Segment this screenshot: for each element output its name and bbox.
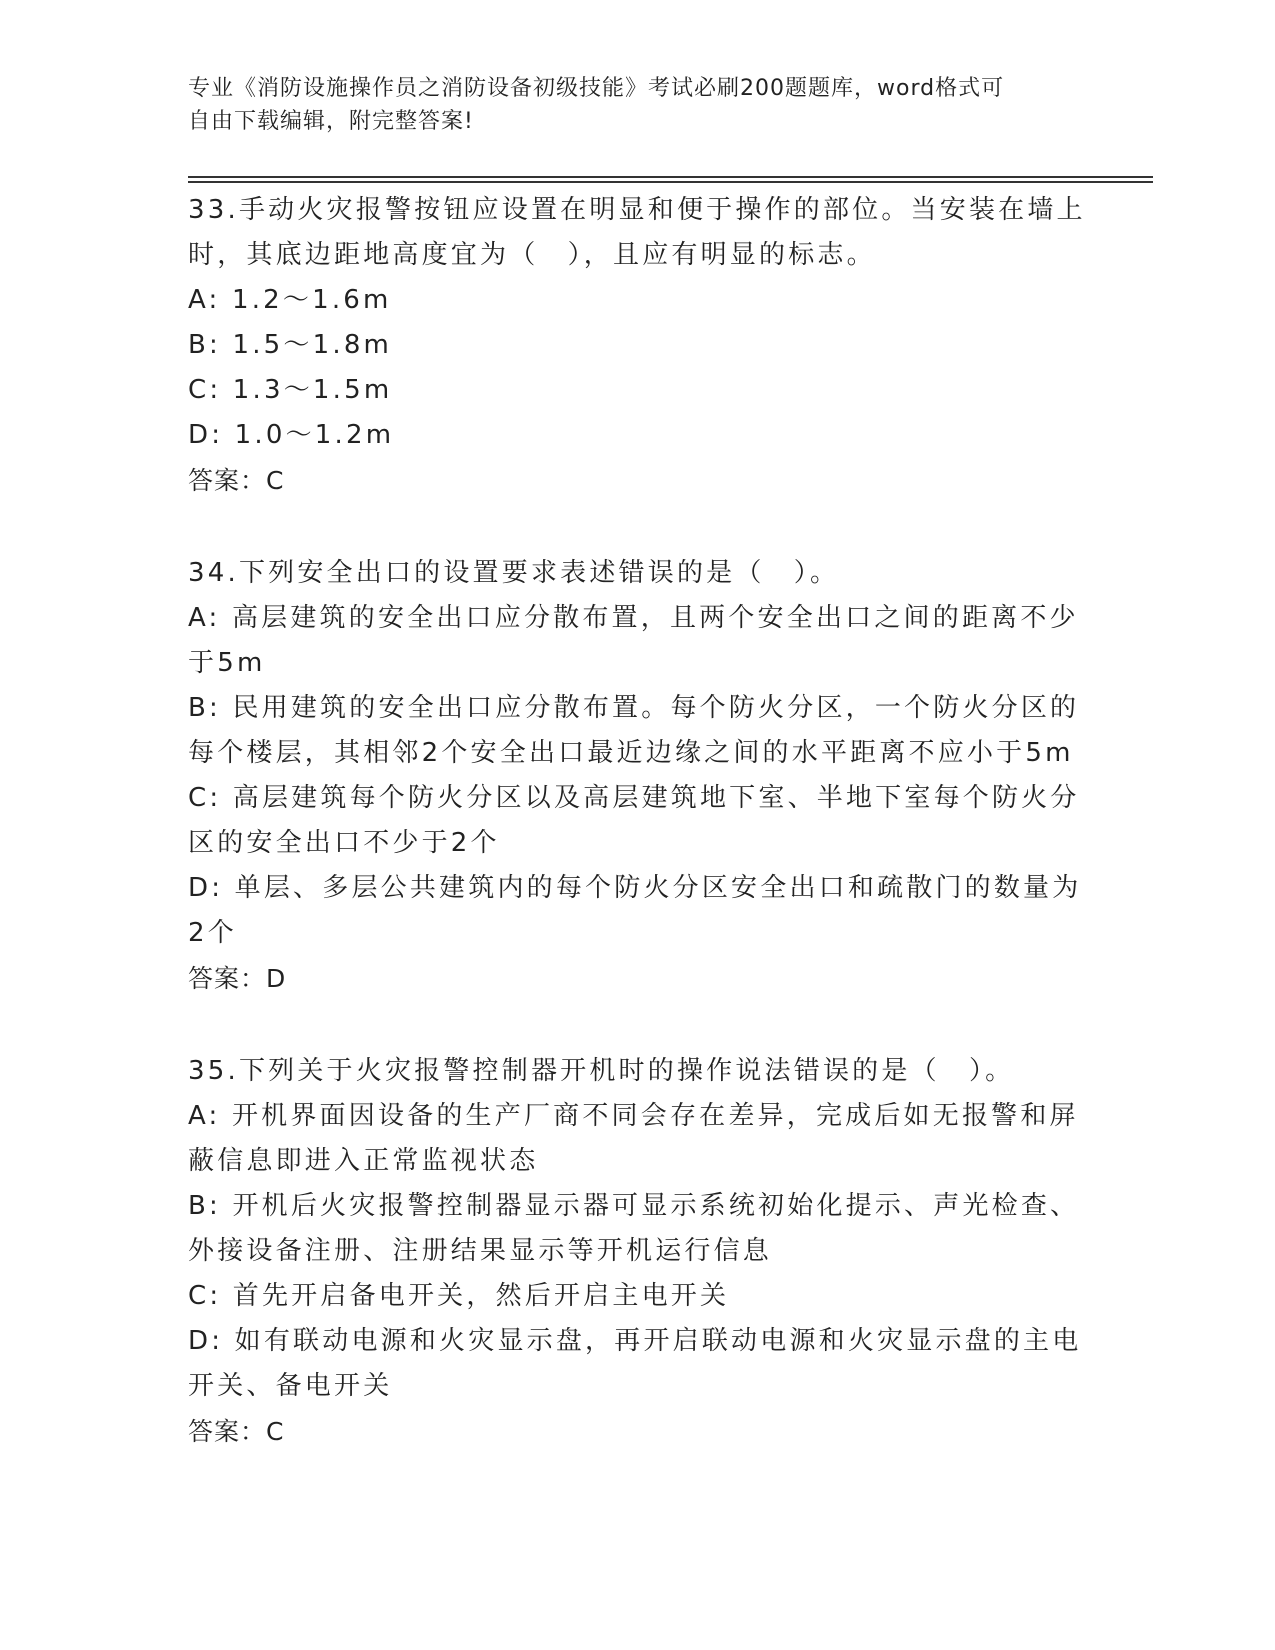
question-34-option-d-line-1: D: 单层、多层公共建筑内的每个防火分区安全出口和疏散门的数量为 [188, 873, 1082, 903]
question-34 [188, 551, 1088, 1001]
header-title-line-2: 自由下载编辑，附完整答案! [188, 109, 474, 134]
question-35-option-a-line-1: A: 开机界面因设备的生产厂商不同会存在差异，完成后如无报警和屏 [188, 1101, 1079, 1131]
question-34-option-b-line-2: 每个楼层，其相邻2个安全出口最近边缘之间的水平距离不应小于5m [188, 738, 1074, 768]
question-34-option-c-line-1: C: 高层建筑每个防火分区以及高层建筑地下室、半地下室每个防火分 [188, 783, 1080, 813]
question-33-stem-line-1: 33.手动火灾报警按钮应设置在明显和便于操作的部位。当安装在墙上 [188, 195, 1086, 225]
question-33 [188, 188, 1088, 503]
question-34-option-b-line-1: B: 民用建筑的安全出口应分散布置。每个防火分区，一个防火分区的 [188, 693, 1080, 723]
question-34-stem: 34.下列安全出口的设置要求表述错误的是（ ）。 [188, 558, 840, 588]
question-33-option-b: B: 1.5～1.8m [188, 330, 393, 360]
header-divider-top [188, 176, 1153, 178]
question-35-option-d-line-2: 开关、备电开关 [188, 1371, 393, 1401]
question-list [188, 188, 1088, 1502]
question-33-option-a: A: 1.2～1.6m [188, 285, 392, 315]
question-35-stem: 35.下列关于火灾报警控制器开机时的操作说法错误的是（ ）。 [188, 1056, 1015, 1086]
question-35-option-d-line-1: D: 如有联动电源和火灾显示盘，再开启联动电源和火灾显示盘的主电 [188, 1326, 1082, 1356]
question-33-option-c: C: 1.3～1.5m [188, 375, 393, 405]
question-34-option-a-line-1: A: 高层建筑的安全出口应分散布置，且两个安全出口之间的距离不少 [188, 603, 1079, 633]
question-35-option-b-line-2: 外接设备注册、注册结果显示等开机运行信息 [188, 1236, 773, 1266]
header-title-line-1: 专业《消防设施操作员之消防设备初级技能》考试必刷200题题库，word格式可 [188, 76, 1005, 101]
header-divider-bottom [188, 181, 1153, 183]
question-35-option-b-line-1: B: 开机后火灾报警控制器显示器可显示系统初始化提示、声光检查、 [188, 1191, 1080, 1221]
question-34-option-c-line-2: 区的安全出口不少于2个 [188, 828, 500, 858]
question-34-option-d-line-2: 2个 [188, 918, 237, 948]
question-33-stem-line-2: 时，其底边距地高度宜为（ ），且应有明显的标志。 [188, 240, 876, 270]
question-35-answer: 答案：C [188, 1417, 285, 1446]
document-header [188, 72, 1068, 138]
question-33-option-d: D: 1.0～1.2m [188, 420, 395, 450]
question-33-answer: 答案：C [188, 466, 285, 495]
question-34-answer: 答案：D [188, 964, 287, 993]
question-35 [188, 1049, 1088, 1454]
question-35-option-a-line-2: 蔽信息即进入正常监视状态 [188, 1146, 539, 1176]
question-34-option-a-line-2: 于5m [188, 648, 266, 678]
question-35-option-c: C: 首先开启备电开关，然后开启主电开关 [188, 1281, 730, 1311]
